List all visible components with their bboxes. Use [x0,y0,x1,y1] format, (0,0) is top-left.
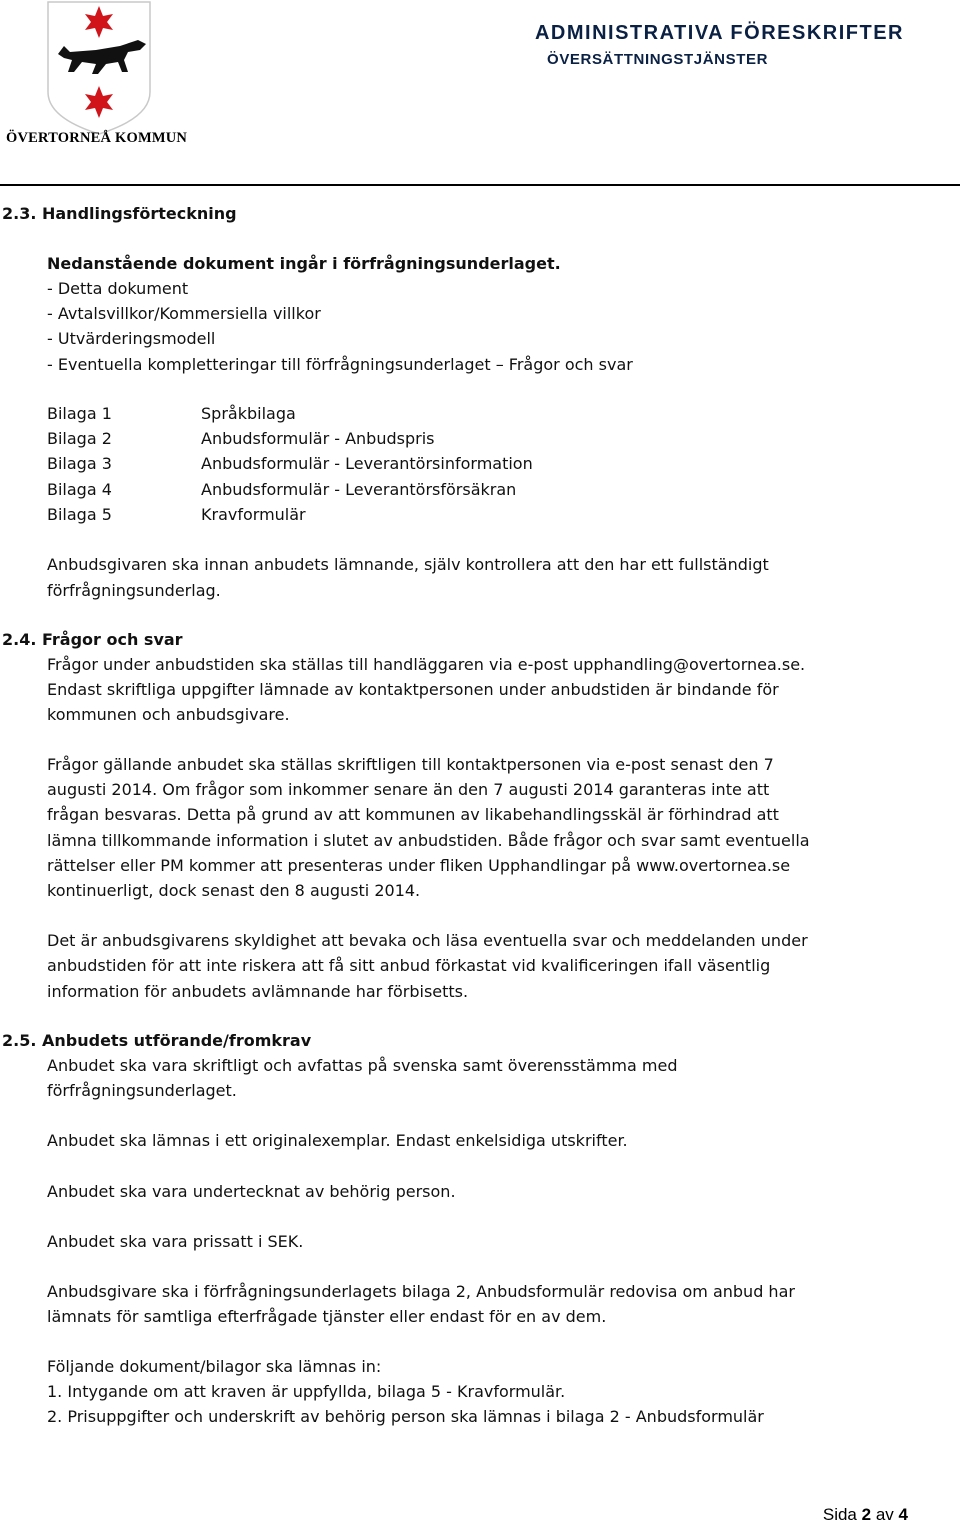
section-intro: Nedanstående dokument ingår i förfrågningsunderlaget. [47,254,561,273]
appendix-label: Bilaga 3 [47,454,112,473]
section-heading-2-5: 2.5. Anbudets utförande/fromkrav [2,1031,312,1050]
document-subtitle: ÖVERSÄTTNINGSTJÄNSTER [547,51,768,68]
appendix-title: Anbudsformulär - Anbudspris [201,429,435,448]
appendix-label: Bilaga 2 [47,429,112,448]
paragraph-line: lämna tillkommande information i slutet av anbudstiden. Både frågor och svar samt eventuella [47,831,810,850]
page-total: 4 [898,1505,908,1524]
page-number [823,1505,908,1525]
section-heading-2-3: 2.3. Handlingsförteckning [2,204,237,223]
paragraph-line: information för anbudets avlämnande har förbisetts. [47,982,469,1001]
appendix-title: Språkbilaga [201,404,296,423]
paragraph-line: Anbudet ska vara prissatt i SEK. [47,1232,304,1251]
paragraph-line: Frågor under anbudstiden ska ställas till handläggaren via e-post upphandling@overtornea.se. [47,655,806,674]
section-heading-2-4: 2.4. Frågor och svar [2,630,183,649]
page-prefix: Sida [822,1505,857,1524]
paragraph-line: augusti 2014. Om frågor som inkommer senare än den 7 augusti 2014 garanteras inte att [47,780,770,799]
page-sep: av [875,1505,894,1524]
paragraph-line: Följande dokument/bilagor ska lämnas in: [47,1357,382,1376]
appendix-label: Bilaga 4 [47,480,112,499]
paragraph-line: Endast skriftliga uppgifter lämnade av kontaktpersonen under anbudstiden är bindande för [47,680,779,699]
appendix-title: Anbudsformulär - Leverantörsinformation [201,454,533,473]
appendix-label: Bilaga 1 [47,404,112,423]
list-item: - Detta dokument [47,279,189,298]
paragraph-line: kontinuerligt, dock senast den 8 augusti 2014. [47,881,421,900]
appendix-title: Kravformulär [201,505,306,524]
appendix-title: Anbudsformulär - Leverantörsförsäkran [201,480,517,499]
paragraph-line: förfrågningsunderlaget. [47,1081,237,1100]
header-divider [0,184,960,186]
list-item: - Utvärderingsmodell [47,329,216,348]
document-title: ADMINISTRATIVA FÖRESKRIFTER [534,22,904,44]
paragraph-line: anbudstiden för att inte riskera att få sitt anbud förkastat vid kvalificeringen ifall väsentlig [47,956,771,975]
page-current: 2 [861,1505,872,1524]
municipality-logo [0,0,200,152]
paragraph-line: Anbudet ska vara undertecknat av behörig person. [47,1182,456,1201]
paragraph-line: förfrågningsunderlag. [47,581,221,600]
paragraph-line: Anbudet ska lämnas i ett originalexemplar. Endast enkelsidiga utskrifter. [47,1131,628,1150]
paragraph-line: Anbudet ska vara skriftligt och avfattas på svenska samt överensstämma med [47,1056,678,1075]
paragraph-line: lämnats för samtliga efterfrågade tjänster eller endast för en av dem. [47,1307,607,1326]
paragraph-line: frågan besvaras. Detta på grund av att kommunen av likabehandlingsskäl är förhindrad att [47,805,779,824]
paragraph-line: Anbudsgivaren ska innan anbudets lämnande, själv kontrollera att den har ett fullständigt [47,555,769,574]
coat-of-arms-icon [0,0,200,135]
appendix-label: Bilaga 5 [47,505,112,524]
list-item: 1. Intygande om att kraven är uppfyllda, bilaga 5 - Kravformulär. [47,1382,566,1401]
paragraph-line: Frågor gällande anbudet ska ställas skriftligen till kontaktpersonen via e-post senast den 7 [47,755,774,774]
paragraph-line: Anbudsgivare ska i förfrågningsunderlagets bilaga 2, Anbudsformulär redovisa om anbud har [47,1282,795,1301]
org-name: ÖVERTORNEÅ KOMMUN [6,130,188,146]
paragraph-line: kommunen och anbudsgivare. [47,705,290,724]
paragraph-line: rättelser eller PM kommer att presenteras under fliken Upphandlingar på www.overtornea.se [47,856,791,875]
list-item: - Eventuella kompletteringar till förfrågningsunderlaget – Frågor och svar [47,355,633,374]
list-item: - Avtalsvillkor/Kommersiella villkor [47,304,321,323]
list-item: 2. Prisuppgifter och underskrift av behörig person ska lämnas i bilaga 2 - Anbudsformulär [47,1407,764,1426]
paragraph-line: Det är anbudsgivarens skyldighet att bevaka och läsa eventuella svar och meddelanden under [47,931,808,950]
